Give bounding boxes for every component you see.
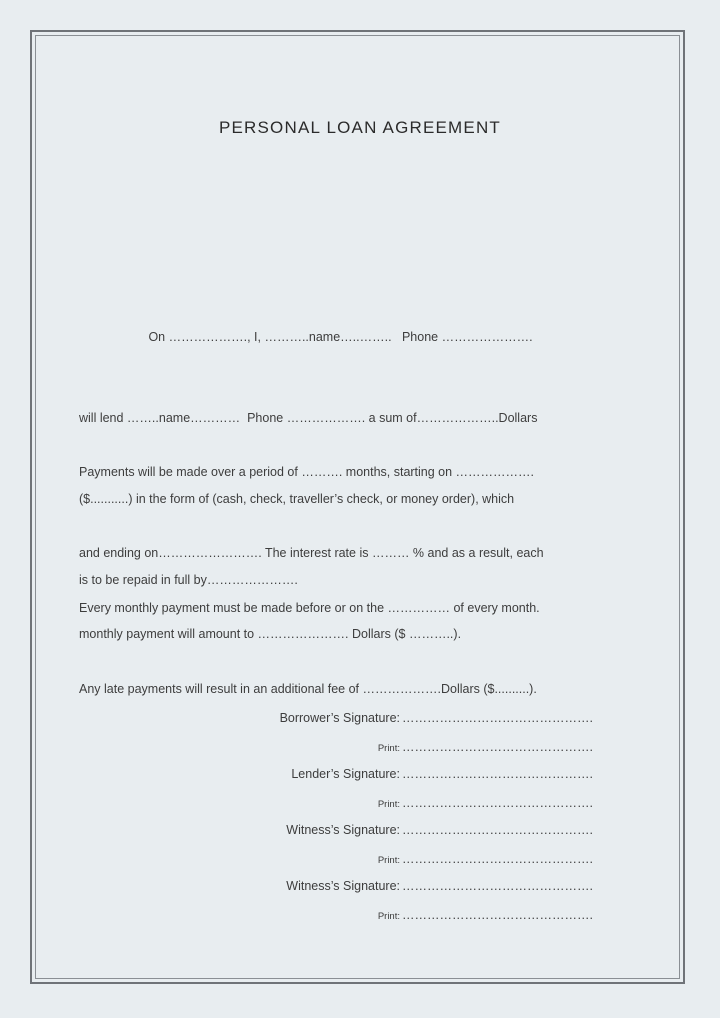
signature-label: Borrower’s Signature:	[279, 711, 400, 725]
signature-line: ……………………………………….	[402, 711, 593, 725]
signature-line: ……………………………………….	[402, 823, 593, 837]
signature-label: Witness’s Signature:	[286, 823, 400, 837]
witness-signature-row	[150, 873, 630, 902]
paragraph-line: ($...........) in the form of (cash, check, traveller’s check, or money order), which	[79, 492, 515, 506]
signature-line: ……………………………………….	[402, 767, 593, 781]
witness-print-row	[150, 902, 630, 929]
borrower-print-row	[150, 734, 630, 761]
paragraph-line: Any late payments will result in an additional fee of ……………….Dollars ($..........).	[79, 682, 537, 696]
signature-block	[150, 705, 630, 929]
borrower-signature-row	[150, 705, 630, 734]
print-line: ……………………………………….	[402, 796, 593, 810]
witness-print-row	[150, 846, 630, 873]
print-label: Print:	[377, 855, 400, 866]
print-line: ……………………………………….	[402, 740, 593, 754]
paragraph-line: Every monthly payment must be made before or on the …………… of every month.	[79, 601, 540, 615]
paragraph-line: monthly payment will amount to …………………. Dollars ($ ………..).	[79, 627, 462, 641]
late-fee-paragraph	[79, 541, 639, 730]
print-line: ……………………………………….	[402, 852, 593, 866]
paragraph-line: will lend ……..name………… Phone ………………. a sum of………………..Dollars	[79, 411, 538, 425]
signature-line: ……………………………………….	[402, 879, 593, 893]
print-line: ……………………………………….	[402, 908, 593, 922]
paragraph-line: Payments will be made over a period of ………. months, starting on ……………….	[79, 465, 535, 479]
print-label: Print:	[377, 911, 400, 922]
document-title: PERSONAL LOAN AGREEMENT	[218, 118, 502, 137]
witness-signature-row	[150, 817, 630, 846]
lender-print-row	[150, 790, 630, 817]
paragraph-line: and ending on……………………. The interest rate is ……… % and as a result, each	[79, 546, 544, 560]
lender-signature-row	[150, 761, 630, 790]
signature-label: Witness’s Signature:	[286, 879, 400, 893]
signature-label: Lender’s Signature:	[291, 767, 400, 781]
paragraph-line: is to be repaid in full by………………….	[79, 573, 298, 587]
print-label: Print:	[377, 799, 400, 810]
paragraph-line: On ………………., I, ………..name…..…….. Phone ………………….	[79, 330, 533, 344]
print-label: Print:	[377, 743, 400, 754]
